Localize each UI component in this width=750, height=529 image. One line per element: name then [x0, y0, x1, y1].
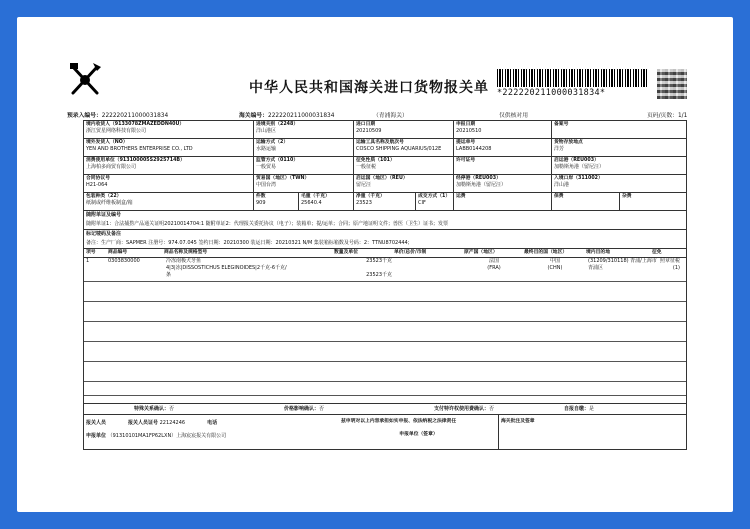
- via-port-value: 加勒斯角港（留尼汪）: [456, 182, 507, 188]
- entry-port-value: 洋山港区: [256, 128, 277, 134]
- statement-block: [339, 415, 499, 449]
- field-label: 报关人员: [86, 420, 107, 426]
- cert-value: 22124246: [159, 420, 186, 426]
- declare-date-value: 20210510: [456, 128, 482, 134]
- marks-value: 备注：生产厂商：SAPMER 注册号：974.07.045 签约日期：20210300 装运日期：20210321 N/M 集装箱标箱数及号码：2：TTNU8702444;: [86, 240, 410, 246]
- goods-col-header: 境内目的地: [586, 250, 610, 255]
- seal-label: 申报单位（签章）: [399, 432, 438, 437]
- table-row: [84, 121, 686, 139]
- field-label: 提运单号: [456, 140, 476, 145]
- item-origin-name: 法国: [488, 258, 499, 264]
- item-domestic-line: (31209/310118) 青浦/上海市: [588, 258, 657, 264]
- goods-col-header: 最终目的国（地区）: [524, 250, 568, 255]
- goods-divider: [84, 395, 686, 396]
- field-label: 征免性质（101）: [356, 158, 395, 163]
- item-domestic: [584, 258, 657, 279]
- field-label: 随附单证及编号: [86, 212, 122, 218]
- table-row: [84, 139, 686, 157]
- item-price: [392, 258, 462, 279]
- selftax-value: 是: [589, 406, 595, 412]
- storage-value: 洋芳: [554, 146, 565, 152]
- cert-field: [128, 419, 185, 426]
- goods-divider: [84, 381, 686, 382]
- goods-col-header: 项号: [86, 250, 96, 255]
- field-label: 备案号: [554, 122, 569, 127]
- trade-country-value: 中国台湾: [256, 182, 277, 188]
- field-label: 标记唛码及备注: [86, 231, 122, 237]
- customs-note-block: [499, 415, 686, 449]
- field-label: 运输方式（2）: [256, 140, 289, 145]
- goods-col-header: 单价/总价/币制: [394, 250, 427, 255]
- price-value: 否: [319, 406, 325, 412]
- bl-no-value: LABB0144208: [456, 146, 492, 152]
- consignee-value: 浙江贸星网络科技有限公司: [86, 128, 147, 134]
- declaration-statement: 兹申明对以上内容承担如实申报、依法纳税之法律责任: [341, 419, 457, 424]
- declaration-sheet: [17, 17, 733, 512]
- contract-value: H21-064: [86, 182, 108, 188]
- pieces-value: 909: [256, 200, 266, 206]
- customs-no-value: 222220211000031834: [268, 113, 335, 119]
- field-label: 保费: [554, 194, 564, 199]
- royalty-confirm: [394, 404, 564, 414]
- field-label: 运费: [456, 194, 466, 199]
- goods-divider: [84, 341, 686, 342]
- table-row: [84, 193, 686, 211]
- goods-col-header: 商品名称及规格型号: [164, 250, 208, 255]
- goods-divider: [84, 301, 686, 302]
- item-name: [162, 258, 332, 279]
- field-label: 境外发货人（NO）: [86, 140, 128, 145]
- item-dest-code: (CHN): [547, 265, 563, 271]
- field-label: 自报自缴：: [564, 406, 590, 412]
- field-label: 件数: [256, 194, 266, 199]
- item-destination: [522, 258, 584, 279]
- field-label: 经停港（REU003）: [456, 176, 501, 181]
- field-label: 进境关别（2248）: [256, 122, 299, 127]
- customs-no-label: 海关编号：: [239, 113, 268, 119]
- royalty-value: 否: [489, 406, 495, 412]
- status-text: 仅供核对用: [499, 113, 528, 119]
- declarant-block: [84, 415, 339, 449]
- field-label: 申报单位: [86, 433, 107, 439]
- field-label: 启运港（REU003）: [554, 158, 599, 163]
- field-label: 监管方式（0110）: [256, 158, 299, 163]
- dep-port-value: 加勒斯角港（留尼汪）: [554, 164, 605, 170]
- field-label: 毛重（千克）: [301, 194, 330, 199]
- pre-entry-number: [67, 110, 168, 119]
- unit-value: （91310101MA1FP62LXN）上海宸宸报关有限公司: [107, 433, 227, 439]
- field-label: 启运国（地区）（REU）: [356, 176, 408, 181]
- origin-country-value: 留尼汪: [356, 182, 372, 188]
- pre-entry-value: 222220211000031834: [101, 113, 169, 119]
- field-label: 电话: [207, 420, 218, 426]
- item-domestic-line: 青浦区: [588, 265, 604, 271]
- customs-note-label: 海关批注及签章: [501, 419, 535, 424]
- goods-col-header: 原产国（地区）: [464, 250, 498, 255]
- goods-col-header: 征免: [652, 250, 662, 255]
- price-influence: [244, 404, 394, 414]
- goods-col-header: 数量及单位: [334, 250, 358, 255]
- item-exempt-text: 照章征税: [659, 258, 680, 264]
- page-count: 页码/页数：1/1: [647, 113, 688, 119]
- tax-value: 一般征税: [356, 164, 377, 170]
- field-label: 贸易国（地区）（TWN）: [256, 176, 310, 181]
- special-relation: [84, 404, 244, 414]
- entry-place-value: 洋山港: [554, 182, 570, 188]
- user-value: 上海柏多商贸有限公司: [86, 164, 137, 170]
- field-label: 消费使用单位（913100005S2925714B）: [86, 158, 185, 163]
- barcode: [497, 69, 647, 98]
- transport-mode-value: 水路运输: [256, 146, 277, 152]
- table-row: [84, 175, 686, 193]
- port-name: （青浦海关）: [373, 113, 408, 119]
- documents-row: [84, 211, 686, 230]
- field-label: 进口日期: [356, 122, 376, 127]
- declaration-table: [83, 120, 687, 450]
- item-name-line: 冷冻南极犬牙鱼: [166, 258, 202, 264]
- special-value: 否: [169, 406, 175, 412]
- shipper-value: YEN AND BROTHERS ENTERPRISE CO., LTD: [86, 146, 193, 152]
- item-origin-code: (FRA): [487, 265, 501, 271]
- item-name-line: 4|3|冻|DISSOSTICHUS ELEGINOIDES|2千克-6千克/: [166, 265, 287, 271]
- barcode-text: *222220211000031834*: [497, 88, 606, 98]
- vessel-value: COSCO SHIPPING AQUARIUS/012E: [356, 146, 442, 152]
- terms-value: CIF: [418, 200, 426, 206]
- item-code: 0303830000: [108, 258, 140, 264]
- field-label: 入境口岸（311002）: [554, 176, 603, 181]
- item-name-line: 条: [166, 272, 172, 278]
- goods-divider: [84, 361, 686, 362]
- footer-row: [84, 415, 686, 449]
- goods-col-header: 商品编号: [108, 250, 128, 255]
- field-label: 境内收货人（9133078ZMAZEDDN40U）: [86, 122, 185, 127]
- field-label: 杂费: [622, 194, 632, 199]
- item-exempt-code: (1): [672, 265, 680, 271]
- confirmation-row: [84, 404, 686, 415]
- goods-divider: [84, 321, 686, 322]
- field-label: 净重（千克）: [356, 194, 385, 199]
- goods-header: [84, 249, 686, 258]
- field-label: 运输工具名称及航次号: [356, 140, 404, 145]
- customs-emblem-icon: [67, 59, 103, 99]
- item-no: 1: [86, 258, 90, 264]
- table-row: [84, 157, 686, 175]
- marks-row: [84, 230, 686, 249]
- customs-number: [239, 110, 334, 119]
- self-tax: [564, 404, 686, 414]
- supervision-value: 一般贸易: [256, 164, 277, 170]
- import-date-value: 20210509: [356, 128, 382, 134]
- net-value: 23523: [356, 200, 372, 206]
- item-dest-name: 中国: [549, 258, 560, 264]
- field-label: 申报日期: [456, 122, 476, 127]
- gross-value: 25640.4: [301, 200, 322, 206]
- item-qty-line: 23523千克: [366, 272, 392, 278]
- goods-item-row: [84, 258, 686, 279]
- field-label: 特殊关系确认：: [134, 406, 170, 412]
- field-label: 许可证号: [456, 158, 476, 163]
- item-qty: [332, 258, 392, 279]
- field-label: 报关人员证号: [128, 420, 159, 426]
- qr-code-icon: [657, 69, 687, 99]
- pack-value: 纸制或纤维板制盒/箱: [86, 200, 133, 206]
- document-title: 中华人民共和国海关进口货物报关单: [249, 80, 489, 96]
- goods-divider: [84, 281, 686, 282]
- field-label: 价格影响确认：: [284, 406, 320, 412]
- pre-entry-label: 预录入编号：: [67, 113, 102, 119]
- item-qty-line: 23523千克: [366, 258, 392, 264]
- field-label: 支付特许权使用费确认：: [434, 406, 490, 412]
- field-label: 货物存放地点: [554, 140, 583, 145]
- item-origin: [462, 258, 522, 279]
- barcode-bars: [497, 69, 647, 87]
- field-label: 成交方式（1）: [418, 194, 451, 199]
- field-label: 包装种类（22）: [86, 194, 122, 199]
- item-exempt: [650, 258, 680, 279]
- field-label: 合同协议号: [86, 176, 110, 181]
- goods-section: [84, 249, 686, 404]
- documents-value: 随附单证1：合法捕捞产品通关证明20210014704:1 随附单证2：代理报关委托协议（电子）；装箱单；提/运单；合同；原产地证明文件；兽医（卫生）证书；发票: [86, 221, 449, 227]
